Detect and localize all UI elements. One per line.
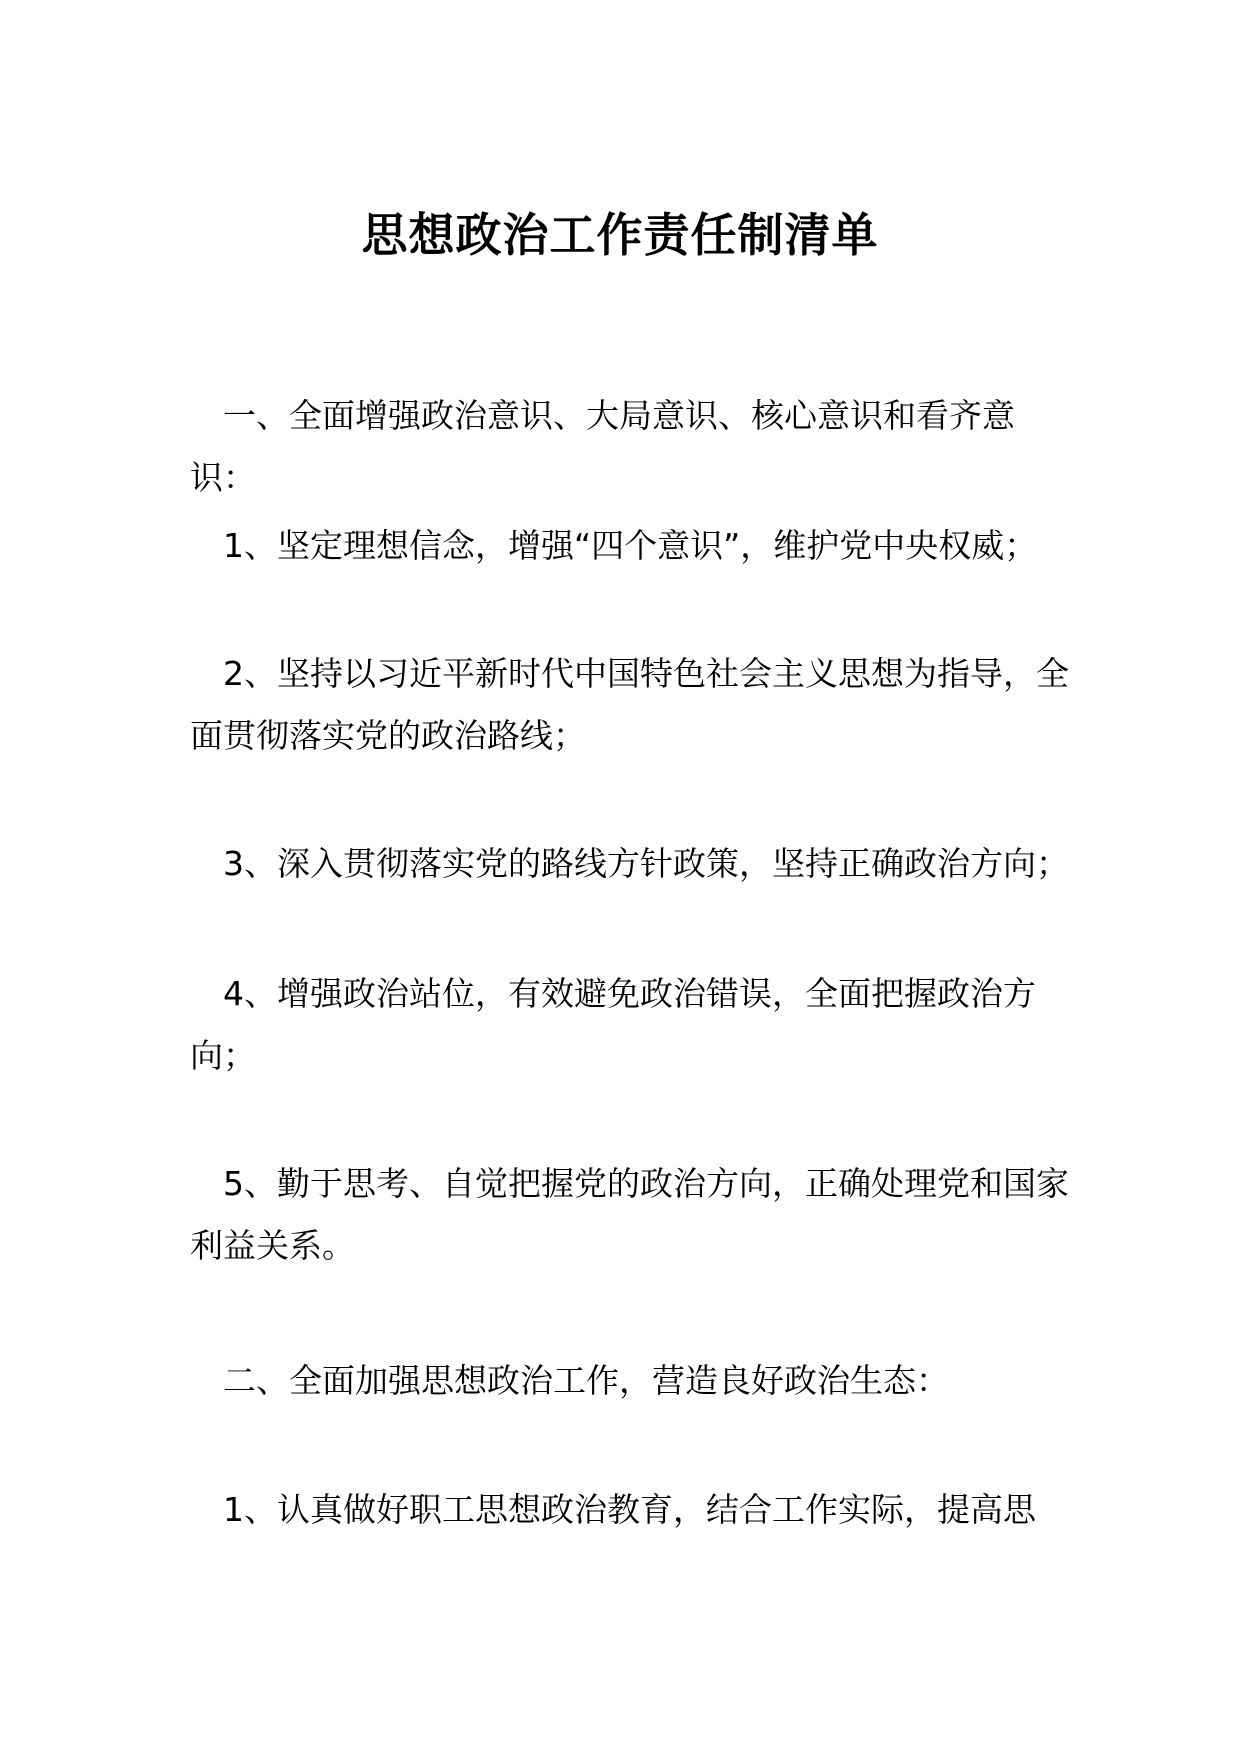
list-item: 3、深入贯彻落实党的路线方针政策，坚持正确政治方向； xyxy=(223,844,1069,883)
document-title: 思想政治工作责任制清单 xyxy=(361,208,879,262)
section-heading-2: 二、全面加强思想政治工作，营造良好政治生态： xyxy=(223,1361,949,1400)
list-item: 1、坚定理想信念，增强“四个意识”，维护党中央权威； xyxy=(223,526,1038,565)
list-item: 1、认真做好职工思想政治教育，结合工作实际，提高思 xyxy=(223,1490,1036,1529)
list-item: 2、坚持以习近平新时代中国特色社会主义思想为指导，全面贯彻落实党的政治路线； xyxy=(190,654,1069,755)
section-heading-1: 一、全面增强政治意识、大局意识、核心意识和看齐意识： xyxy=(190,396,1015,497)
list-item: 4、增强政治站位，有效避免政治错误，全面把握政治方向； xyxy=(190,974,1036,1075)
list-item: 5、勤于思考、自觉把握党的政治方向，正确处理党和国家利益关系。 xyxy=(190,1164,1069,1265)
